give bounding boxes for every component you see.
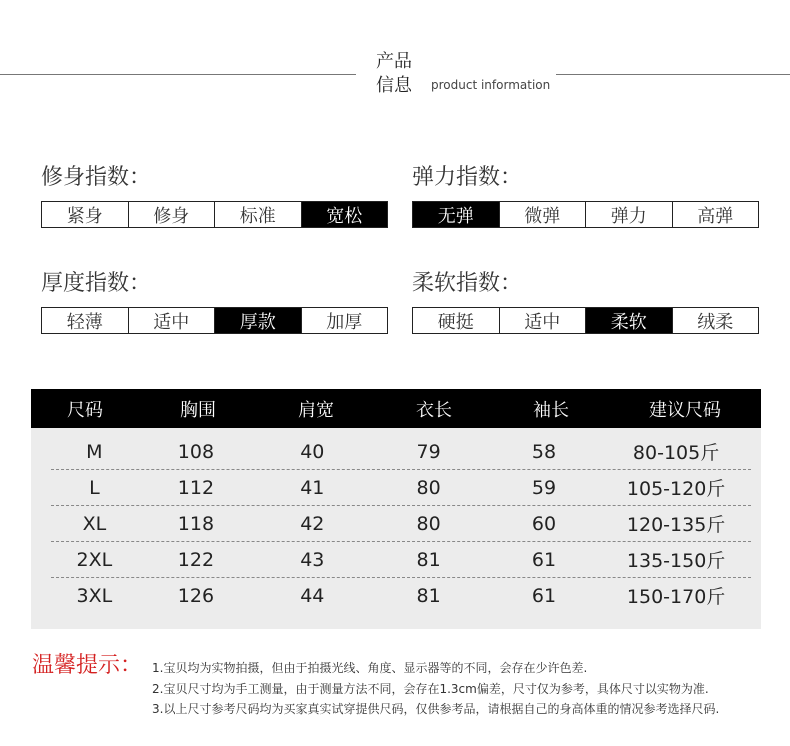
- header-divider-left: [0, 74, 356, 75]
- cell-size: L: [89, 476, 100, 499]
- stretch-option: 弹力: [585, 202, 672, 227]
- tip-note: 3.以上尺寸参考尺码均为买家真实试穿提供尺码，仅供参考品，请根据自己的身高体重的情况参考选择尺码.: [152, 702, 720, 716]
- table-row: [51, 434, 751, 469]
- cell-sleeve: 60: [531, 512, 557, 535]
- tip-note: 1.宝贝均为实物拍摄，但由于拍摄光线、角度、显示器等的不同，会存在少许色差.: [152, 661, 588, 675]
- cell-shoulder: 41: [300, 476, 325, 499]
- cell-shoulder: 43: [300, 548, 325, 571]
- cell-sleeve: 61: [531, 548, 557, 571]
- size-table-header: [31, 389, 761, 428]
- thickness-index-bar: [41, 307, 388, 334]
- cell-size: 3XL: [76, 584, 113, 607]
- fit-option-selected: 宽松: [301, 202, 388, 227]
- cell-recommended: 135-150斤: [626, 550, 726, 572]
- column-header-sleeve: 袖长: [533, 399, 569, 421]
- cell-chest: 112: [177, 476, 215, 499]
- cell-length: 80: [416, 512, 441, 535]
- cell-length: 81: [416, 548, 441, 571]
- column-header-chest: 胸围: [180, 399, 216, 421]
- softness-index-bar: [412, 307, 759, 334]
- thickness-option-selected: 厚款: [214, 308, 301, 333]
- cell-chest: 108: [177, 440, 215, 463]
- cell-recommended: 105-120斤: [626, 478, 726, 500]
- cell-size: M: [86, 440, 103, 463]
- tip-note: 2.宝贝尺寸均为手工测量，由于测量方法不同，会存在1.3cm偏差，尺寸仅为参考，具体尺寸以实物为准.: [152, 682, 709, 696]
- softness-option: 硬挺: [437, 311, 474, 333]
- cell-sleeve: 58: [531, 440, 557, 463]
- fit-option: 标准: [214, 202, 301, 227]
- cell-recommended: 120-135斤: [626, 514, 726, 536]
- cell-shoulder: 42: [300, 512, 325, 535]
- cell-length: 81: [416, 584, 441, 607]
- section-subtitle: product information: [431, 78, 551, 92]
- cell-chest: 118: [177, 512, 215, 535]
- cell-shoulder: 44: [300, 584, 325, 607]
- fit-option: 修身: [128, 202, 215, 227]
- cell-sleeve: 61: [531, 584, 557, 607]
- stretch-option-selected: 无弹: [413, 202, 499, 227]
- fit-option: 紧身: [66, 205, 103, 227]
- fit-index-bar: [41, 201, 388, 228]
- cell-shoulder: 40: [300, 440, 325, 463]
- size-table-body: [31, 428, 761, 613]
- section-title-line1: 产品: [376, 51, 412, 72]
- stretch-option: 微弹: [499, 202, 586, 227]
- tips-title: 温馨提示：: [32, 653, 143, 678]
- column-header-size: 尺码: [67, 399, 103, 421]
- section-title-line2: 信息: [376, 75, 412, 96]
- softness-index-title: 柔软指数：: [412, 271, 523, 296]
- column-header-length: 衣长: [416, 399, 452, 421]
- thickness-option: 适中: [128, 308, 215, 333]
- table-row: [51, 469, 751, 505]
- softness-option: 绒柔: [672, 308, 759, 333]
- cell-chest: 126: [177, 584, 215, 607]
- header-divider-right: [556, 74, 790, 75]
- section-title: [376, 50, 412, 98]
- cell-length: 80: [416, 476, 441, 499]
- column-header-recommended: 建议尺码: [649, 399, 721, 421]
- cell-size: 2XL: [76, 548, 113, 571]
- cell-size: XL: [82, 512, 107, 535]
- cell-recommended: 150-170斤: [626, 586, 726, 608]
- thickness-index-title: 厚度指数：: [41, 271, 152, 296]
- fit-index-title: 修身指数：: [41, 165, 152, 190]
- table-row: [51, 505, 751, 541]
- thickness-option: 轻薄: [66, 311, 103, 333]
- cell-recommended: 80-105斤: [632, 442, 720, 464]
- cell-length: 79: [416, 440, 441, 463]
- size-table: [31, 389, 761, 629]
- stretch-option: 高弹: [672, 202, 759, 227]
- thickness-option: 加厚: [301, 308, 388, 333]
- table-row: [51, 541, 751, 577]
- stretch-index-title: 弹力指数：: [412, 165, 523, 190]
- column-header-shoulder: 肩宽: [298, 399, 334, 421]
- stretch-index-bar: [412, 201, 759, 228]
- cell-sleeve: 59: [531, 476, 557, 499]
- table-row: [51, 577, 751, 613]
- softness-option: 适中: [499, 308, 586, 333]
- cell-chest: 122: [177, 548, 215, 571]
- softness-option-selected: 柔软: [585, 308, 672, 333]
